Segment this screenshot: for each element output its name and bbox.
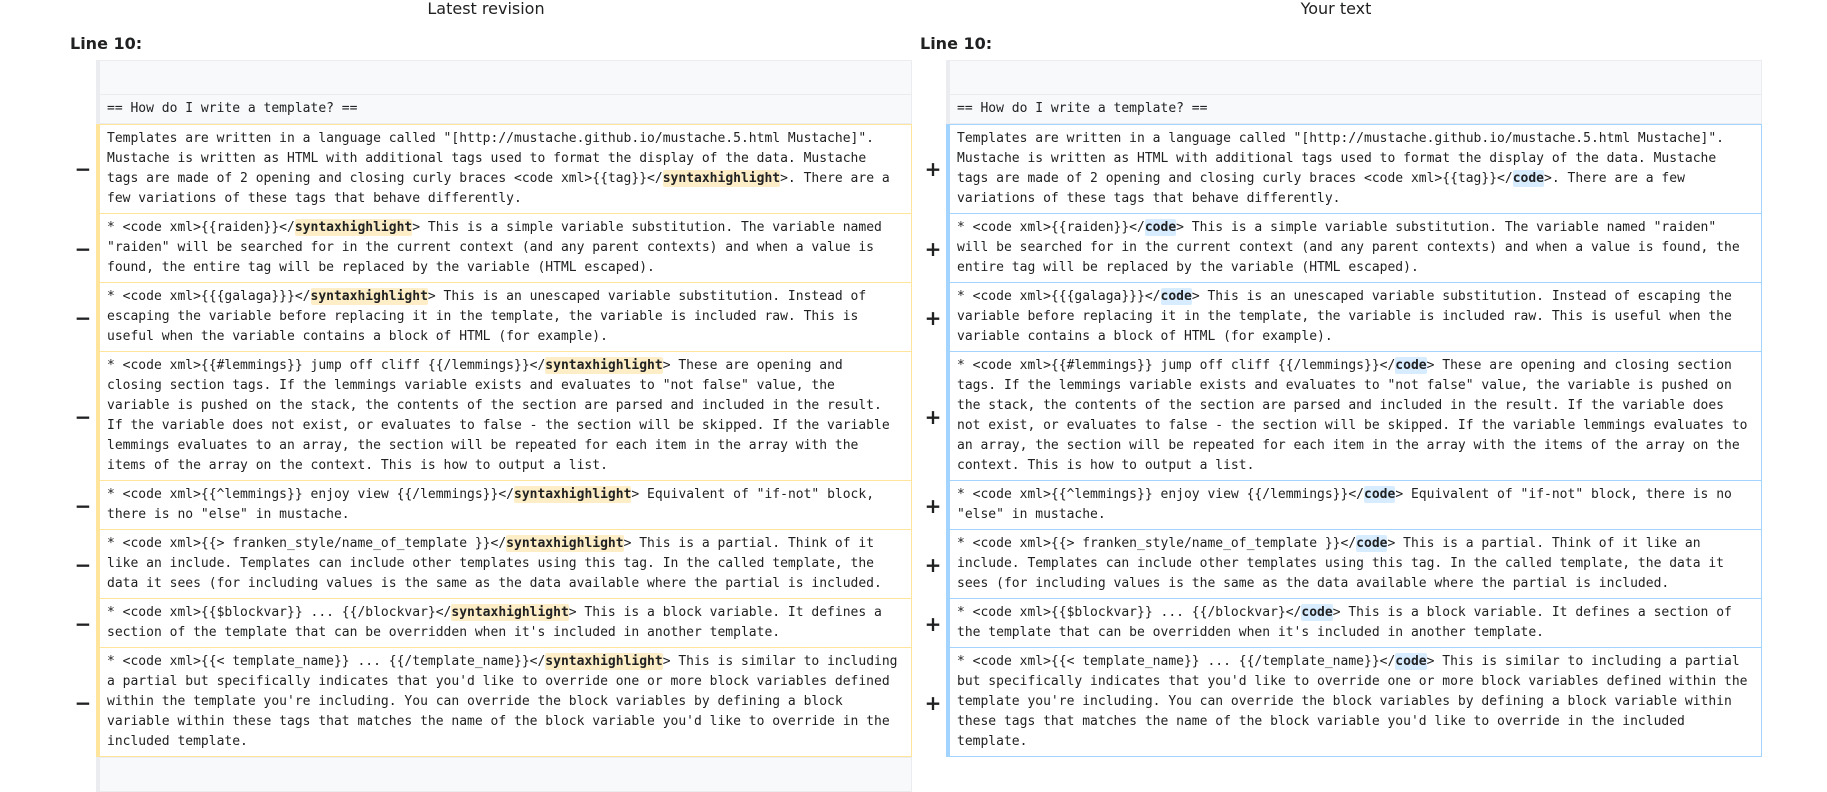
minus-icon: − [74, 690, 92, 715]
line-text-after: > These are opening and closing section tags. If the lemmings variable exists and evaluates to "not false" value, the variable is pushed on the stack, the contents of the section are parsed and included in the result. If the variable does not exist, or evaluates to false - the section will be skipped. If the variable lemmings evaluates to an array, the section will be repeated for each item in the array with the items of the array on the context. This is how to output a list. [107, 358, 890, 473]
context-row-empty [70, 60, 912, 95]
line-text-before: * <code xml>{{{galaga}}}</ [107, 289, 311, 304]
added-word-highlight: code [1301, 605, 1333, 620]
added-word-highlight: code [1364, 487, 1396, 502]
added-word-highlight: code [1395, 358, 1427, 373]
line-text-before: * <code xml>{{< template_name}} ... {{/template_name}}</ [957, 654, 1396, 669]
minus-icon: − [74, 157, 92, 181]
line-text-before: * <code xml>{{> franken_style/name_of_template }}</ [957, 536, 1357, 551]
added-line-text [946, 599, 1762, 648]
added-line-text [946, 530, 1762, 599]
your-text-pane [920, 60, 1762, 757]
removed-word-highlight: syntaxhighlight [451, 605, 569, 620]
line-text-after: > This is an unescaped variable substitution. Instead of escaping the variable before replacing it in the template, the variable is included raw. This is useful when the variable contains a block of HTML (for example). [957, 289, 1732, 344]
context-row [70, 95, 912, 124]
context-heading: == How do I write a template? == [946, 95, 1762, 124]
added-line-row [920, 283, 1762, 352]
removed-line-row [70, 124, 912, 214]
added-line-row [920, 599, 1762, 648]
line-text-after: > This is a partial. Think of it like an include. Templates can include other templates using this tag. In the called template, the data it sees (for including values is the same as the data available where the partial is included. [107, 536, 882, 591]
line-text-before: * <code xml>{{#lemmings}} jump off cliff {{/lemmings}}</ [107, 358, 546, 373]
context-row-empty [70, 757, 912, 792]
line-text-before: Templates are written in a language called "[http://mustache.github.io/mustache.5.html Mustache]". Mustache is written as HTML with additional tags used to format the display of the data. Mustache tags are made of 2 opening and closing curly braces <code xml>{{tag}}</ [957, 131, 1725, 186]
removed-line-text [96, 599, 912, 648]
added-line-text [946, 283, 1762, 352]
removed-word-highlight: syntaxhighlight [506, 536, 624, 551]
removed-line-text [96, 530, 912, 599]
minus-icon: − [74, 552, 92, 577]
line-text-before: * <code xml>{{raiden}}</ [957, 220, 1145, 235]
added-line-text [946, 214, 1762, 283]
plus-icon: + [924, 404, 942, 429]
added-word-highlight: code [1395, 654, 1427, 669]
removed-line-row [70, 530, 912, 599]
line-text-before: * <code xml>{{raiden}}</ [107, 220, 295, 235]
removed-line-row [70, 481, 912, 530]
removed-word-highlight: syntaxhighlight [294, 220, 413, 235]
minus-icon: − [74, 236, 92, 261]
added-word-highlight: code [1160, 289, 1192, 304]
plus-icon: + [924, 157, 942, 181]
latest-revision-pane [70, 60, 912, 792]
line-text-after: > This is a block variable. It defines a section of the template that can be overridden when it's included in another template. [957, 605, 1732, 640]
minus-icon: − [74, 611, 92, 636]
removed-line-row [70, 599, 912, 648]
added-line-row [920, 352, 1762, 481]
removed-word-highlight: syntaxhighlight [310, 289, 428, 304]
line-text-before: * <code xml>{{^lemmings}} enjoy view {{/lemmings}}</ [957, 487, 1364, 502]
removed-line-text [96, 214, 912, 283]
line-text-before: Templates are written in a language called "[http://mustache.github.io/mustache.5.html Mustache]". Mustache is written as HTML with additional tags used to format the display of the data. Mustache tags are made of 2 opening and closing curly braces <code xml>{{tag}}</ [107, 131, 875, 186]
added-line-text [946, 124, 1762, 214]
removed-line-row [70, 648, 912, 757]
line-text-after: > This is similar to including a partial but specifically indicates that you'd like to override one or more block variables defined within the template you're including. You can override the block variables by defining a block variable within these tags that matches the name of the block variable you'd like to override in the included template. [107, 654, 898, 749]
line-text-after: >. There are a few variations of these tags that behave differently. [957, 171, 1685, 206]
line-text-after: >. There are a few variations of these tags that behave differently. [107, 171, 890, 206]
removed-line-text [96, 481, 912, 530]
added-word-highlight: code [1356, 536, 1388, 551]
plus-icon: + [924, 690, 942, 715]
removed-word-highlight: syntaxhighlight [662, 171, 781, 186]
added-line-text [946, 352, 1762, 481]
added-line-text [946, 481, 1762, 530]
line-text-after: > This is a simple variable substitution. The variable named "raiden" will be searched for in the current context (and any parent contexts) and when a value is found, the entire tag will be replaced by the variable (HTML escaped). [957, 220, 1740, 275]
line-text-after: > This is a simple variable substitution. The variable named "raiden" will be searched for in the current context (and any parent contexts) and when a value is found, the entire tag will be replaced by the variable (HTML escaped). [107, 220, 882, 275]
added-line-row [920, 214, 1762, 283]
left-line-number: Line 10: [70, 34, 143, 53]
added-line-text [946, 648, 1762, 757]
removed-line-text [96, 283, 912, 352]
removed-line-row [70, 214, 912, 283]
right-line-number: Line 10: [920, 34, 993, 53]
removed-word-highlight: syntaxhighlight [545, 358, 663, 373]
plus-icon: + [924, 305, 942, 330]
your-text-header: Your text [1300, 0, 1372, 18]
added-line-row [920, 124, 1762, 214]
line-text-before: * <code xml>{{< template_name}} ... {{/template_name}}</ [107, 654, 546, 669]
plus-icon: + [924, 552, 942, 577]
removed-line-text [96, 648, 912, 757]
minus-icon: − [74, 493, 92, 518]
removed-word-highlight: syntaxhighlight [514, 487, 632, 502]
line-text-before: * <code xml>{{$blockvar}} ... {{/blockvar}</ [107, 605, 452, 620]
added-line-row [920, 530, 1762, 599]
context-row [920, 95, 1762, 124]
removed-line-text [96, 352, 912, 481]
context-row-empty [920, 60, 1762, 95]
line-text-before: * <code xml>{{> franken_style/name_of_template }}</ [107, 536, 507, 551]
context-heading: == How do I write a template? == [96, 95, 912, 124]
line-text-after: > This is similar to including a partial but specifically indicates that you'd like to override one or more block variables defined within the template you're including. You can override the block variables by defining a block variable within these tags that matches the name of the block variable you'd like to override in the included template. [957, 654, 1748, 749]
removed-line-row [70, 283, 912, 352]
removed-word-highlight: syntaxhighlight [545, 654, 663, 669]
plus-icon: + [924, 493, 942, 518]
added-word-highlight: code [1512, 171, 1545, 186]
line-text-after: > This is a partial. Think of it like an include. Templates can include other templates using this tag. In the called template, the data it sees (for including values is the same as the data available where the partial is included. [957, 536, 1725, 591]
removed-line-text [96, 124, 912, 214]
minus-icon: − [74, 305, 92, 330]
removed-line-row [70, 352, 912, 481]
line-text-after: > These are opening and closing section tags. If the lemmings variable exists and evaluates to "not false" value, the variable is pushed on the stack, the contents of the section are parsed and included in the result. If the variable does not exist, or evaluates to false - the section will be skipped. If the variable lemmings evaluates to an array, the section will be repeated for each item in the array with the items of the array on the context. This is how to output a list. [957, 358, 1748, 473]
added-line-row [920, 648, 1762, 757]
latest-revision-header: Latest revision [427, 0, 545, 18]
added-word-highlight: code [1144, 220, 1177, 235]
line-text-after: > Equivalent of "if-not" block, there is no "else" in mustache. [107, 487, 875, 522]
added-line-row [920, 481, 1762, 530]
minus-icon: − [74, 404, 92, 429]
line-text-before: * <code xml>{{#lemmings}} jump off cliff {{/lemmings}}</ [957, 358, 1396, 373]
line-text-after: > This is an unescaped variable substitution. Instead of escaping the variable before replacing it in the template, the variable is included raw. This is useful when the variable contains a block of HTML (for example). [107, 289, 867, 344]
plus-icon: + [924, 236, 942, 261]
plus-icon: + [924, 611, 942, 636]
line-text-before: * <code xml>{{{galaga}}}</ [957, 289, 1161, 304]
line-text-after: > This is a block variable. It defines a section of the template that can be overridden when it's included in another template. [107, 605, 882, 640]
line-text-before: * <code xml>{{$blockvar}} ... {{/blockvar}</ [957, 605, 1302, 620]
line-text-after: > Equivalent of "if-not" block, there is no "else" in mustache. [957, 487, 1732, 522]
line-text-before: * <code xml>{{^lemmings}} enjoy view {{/lemmings}}</ [107, 487, 514, 502]
